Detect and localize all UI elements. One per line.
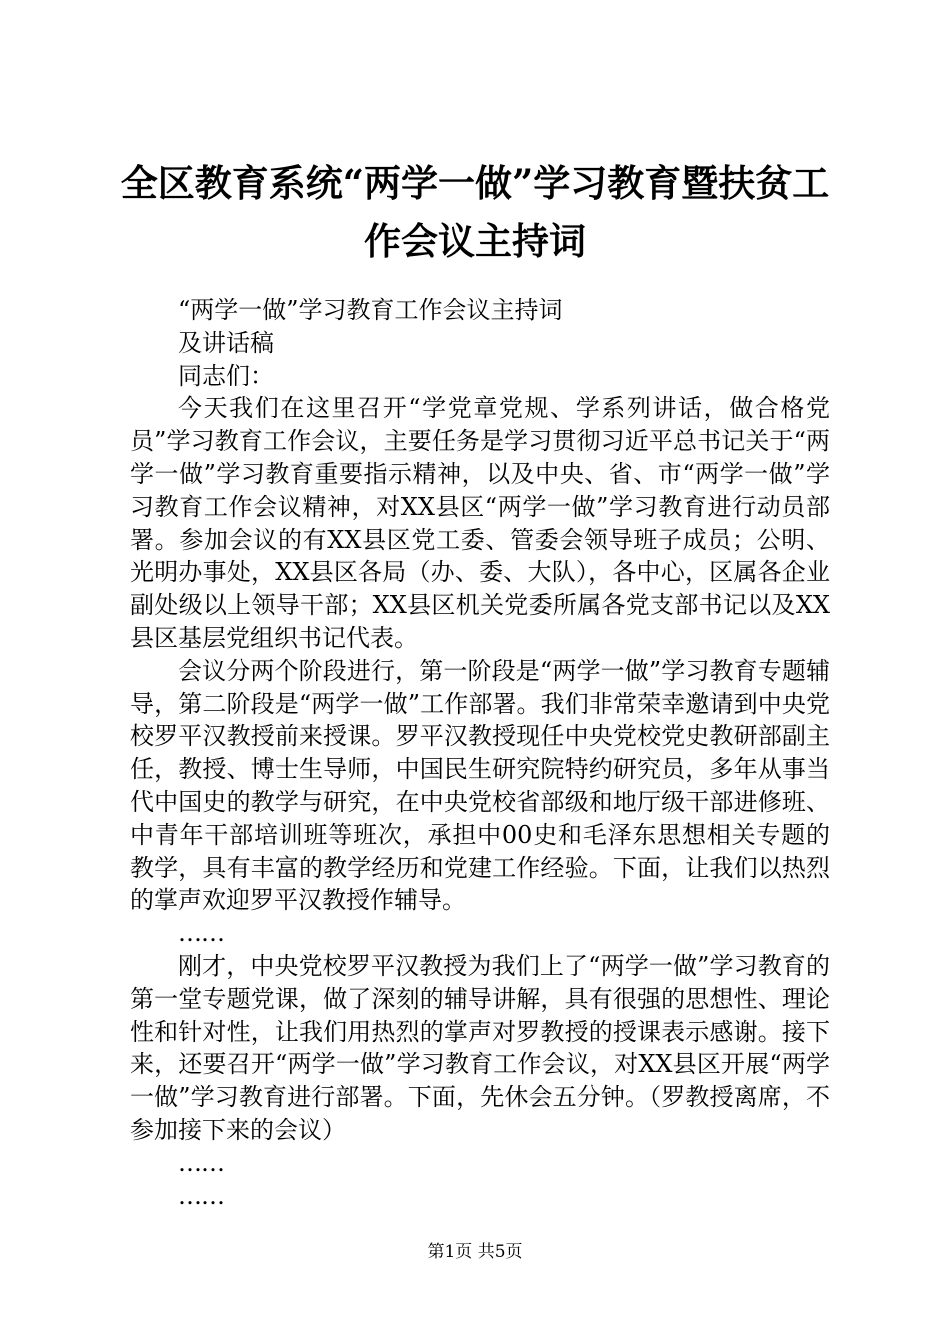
ellipsis-paragraph: …… — [178, 919, 224, 948]
body-paragraph: 今天我们在这里召开“学党章党规、学系列讲话，做合格党员”学习教育工作会议，主要任务是学习贯彻习近平总书记关于“两学一做”学习教育重要指示精神，以及中央、省、市“两学一做”学习教育工作会议精神，对XX县区“两学一做”学习教育进行动员部署。参加会议的有XX县区党工委、管委会领导班子成员；公明、光明办事处，XX县区各局（办、委、大队），各中心，区属各企业副处级以上领导干部；XX县区机关党委所属各党支部书记以及XX县区基层党组织书记代表。 — [130, 394, 830, 652]
ellipsis-paragraph: …… — [178, 1148, 224, 1177]
subtitle-continuation: 及讲话稿 — [178, 328, 274, 357]
page-number-footer: 第1页 共5页 — [427, 1242, 523, 1262]
document-title-line-2: 作会议主持词 — [364, 219, 586, 263]
document-body — [130, 294, 830, 1212]
ellipsis-paragraph: …… — [178, 1181, 224, 1210]
document-title-line-1: 全区教育系统“两学一做”学习教育暨扶贫工 — [120, 161, 830, 205]
body-paragraph: 会议分两个阶段进行，第一阶段是“两学一做”学习教育专题辅导，第二阶段是“两学一做”工作部署。我们非常荣幸邀请到中央党校罗平汉教授前来授课。罗平汉教授现任中央党校党史教研部副主任，教授、博士生导师，中国民生研究院特约研究员，多年从事当代中国史的教学与研究，在中央党校省部级和地厅级干部进修班、中青年干部培训班等班次，承担中00史和毛泽东思想相关专题的教学，具有丰富的教学经历和党建工作经验。下面，让我们以热烈的掌声欢迎罗平汉教授作辅导。 — [130, 656, 830, 915]
salutation: 同志们： — [178, 361, 274, 390]
body-paragraph: 刚才，中央党校罗平汉教授为我们上了“两学一做”学习教育的第一堂专题党课，做了深刻的辅导讲解，具有很强的思想性、理论性和针对性，让我们用热烈的掌声对罗教授的授课表示感谢。接下来，还要召开“两学一做”学习教育工作会议，对XX县区开展“两学一做”学习教育进行部署。下面，先休会五分钟。（罗教授离席，不参加接下来的会议） — [130, 951, 830, 1144]
subtitle-paragraph: “两学一做”学习教育工作会议主持词 — [178, 296, 563, 324]
